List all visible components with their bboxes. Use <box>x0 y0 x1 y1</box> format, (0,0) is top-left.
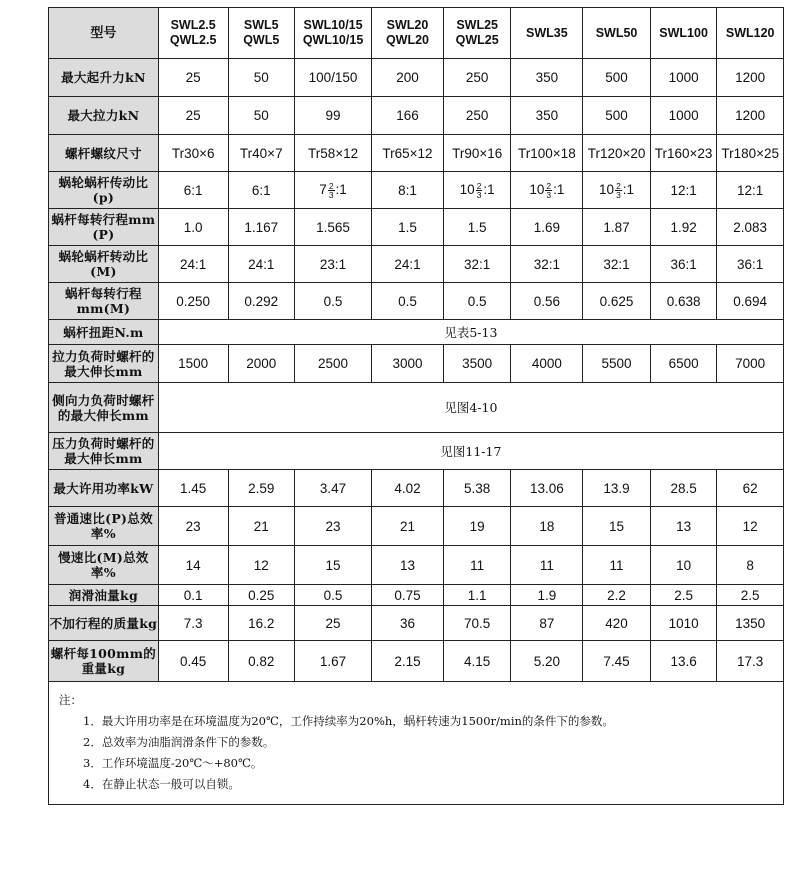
notes-section <box>48 682 784 805</box>
table-cell: 3500 <box>443 345 511 383</box>
table-cell: 1.5 <box>443 209 511 246</box>
table-cell: 99 <box>295 97 372 135</box>
note-item-3: 3．工作环境温度-20℃～+80℃。 <box>83 756 263 770</box>
table-row <box>49 97 784 135</box>
table-cell: 350 <box>511 97 583 135</box>
model-name: QWL25 <box>455 33 499 47</box>
table-cell: 0.5 <box>295 283 372 320</box>
model-name: SWL25 <box>456 18 499 32</box>
table-cell: 13 <box>650 507 717 546</box>
table-cell: 32:1 <box>443 246 511 283</box>
table-cell: 3000 <box>372 345 444 383</box>
table-row <box>49 585 784 606</box>
header-row <box>49 8 784 59</box>
table-cell: Tr30×6 <box>158 135 228 172</box>
table-cell: 2.2 <box>583 585 651 606</box>
table-cell: 15 <box>295 546 372 585</box>
table-cell: 15 <box>583 507 651 546</box>
model-header <box>228 8 295 59</box>
reference-cell: 见图4-10 <box>158 383 783 433</box>
row-label: 最大拉力kN <box>49 97 159 135</box>
table-cell: Tr58×12 <box>295 135 372 172</box>
table-cell: 10 $\frac{2}{3}$ :1 <box>583 172 651 209</box>
table-cell: 50 <box>228 97 295 135</box>
table-cell: Tr160×23 <box>650 135 717 172</box>
model-name: SWL2.5 <box>170 18 216 32</box>
row-label: 慢速比(M)总效率% <box>49 546 159 585</box>
table-cell: 36:1 <box>650 246 717 283</box>
model-header <box>583 8 651 59</box>
table-cell: 7.45 <box>583 641 651 682</box>
table-row <box>49 606 784 641</box>
table-cell: 1500 <box>158 345 228 383</box>
table-cell: 1000 <box>650 59 717 97</box>
table-cell: 2000 <box>228 345 295 383</box>
table-cell: 1.1 <box>443 585 511 606</box>
table-cell: 2.59 <box>228 470 295 507</box>
model-name: SWL5 <box>243 18 279 32</box>
table-cell: 25 <box>295 606 372 641</box>
table-cell: 25 <box>158 97 228 135</box>
table-cell: 8:1 <box>372 172 444 209</box>
reference-cell: 见表5-13 <box>158 320 783 345</box>
model-name: QWL5 <box>243 33 280 47</box>
row-label: 不加行程的质量kg <box>49 606 159 641</box>
table-cell: 50 <box>228 59 295 97</box>
note-item-2: 2．总效率为油脂润滑条件下的参数。 <box>83 735 275 749</box>
table-cell: 0.1 <box>158 585 228 606</box>
table-cell: 420 <box>583 606 651 641</box>
table-cell: 13 <box>372 546 444 585</box>
table-cell: 1.45 <box>158 470 228 507</box>
table-cell: 0.82 <box>228 641 295 682</box>
table-cell: 1350 <box>717 606 784 641</box>
table-cell: 4000 <box>511 345 583 383</box>
table-row <box>49 59 784 97</box>
model-name: SWL50 <box>595 25 638 40</box>
model-header <box>443 8 511 59</box>
table-cell: Tr100×18 <box>511 135 583 172</box>
table-cell: 36 <box>372 606 444 641</box>
table-cell: 0.5 <box>295 585 372 606</box>
table-cell: 28.5 <box>650 470 717 507</box>
model-header <box>717 8 784 59</box>
table-row <box>49 641 784 682</box>
model-header <box>511 8 583 59</box>
table-row <box>49 283 784 320</box>
model-name: SWL10/15 <box>303 18 363 32</box>
table-cell: 0.638 <box>650 283 717 320</box>
table-cell: 0.625 <box>583 283 651 320</box>
table-cell: Tr180×25 <box>717 135 784 172</box>
row-label: 螺杆每100mm的重量kg <box>49 641 159 682</box>
row-label: 蜗轮蜗杆传动比(p) <box>49 172 159 209</box>
notes-heading: 注： <box>59 693 82 707</box>
model-name: SWL35 <box>526 25 568 40</box>
table-cell: 21 <box>228 507 295 546</box>
table-cell: 70.5 <box>443 606 511 641</box>
row-label: 螺杆螺纹尺寸 <box>49 135 159 172</box>
row-label: 蜗轮蜗杆转动比(M) <box>49 246 159 283</box>
table-cell: 6500 <box>650 345 717 383</box>
table-cell: 1.69 <box>511 209 583 246</box>
table-cell: 19 <box>443 507 511 546</box>
table-cell: 1200 <box>717 59 784 97</box>
table-cell: 100/150 <box>295 59 372 97</box>
table-cell: 1.0 <box>158 209 228 246</box>
table-cell: 16.2 <box>228 606 295 641</box>
row-label: 蜗杆每转行程mm(M) <box>49 283 159 320</box>
row-label: 蜗杆扭距N.m <box>49 320 159 345</box>
table-cell: 12:1 <box>717 172 784 209</box>
table-cell: 1010 <box>650 606 717 641</box>
table-cell: 23:1 <box>295 246 372 283</box>
model-name: QWL20 <box>385 33 430 47</box>
model-header <box>650 8 717 59</box>
model-name: QWL2.5 <box>169 33 217 47</box>
table-cell: 12 <box>717 507 784 546</box>
reference-cell: 见图11-17 <box>158 433 783 470</box>
table-cell: 1.167 <box>228 209 295 246</box>
note-item-1: 1．最大许用功率是在环境温度为20℃，工作持续率为20%h，蜗杆转速为1500r/min的条件下的参数。 <box>83 714 614 728</box>
table-cell: 10 <box>650 546 717 585</box>
table-cell: 8 <box>717 546 784 585</box>
table-cell: 0.25 <box>228 585 295 606</box>
model-name: SWL100 <box>659 25 708 40</box>
table-cell: 1.565 <box>295 209 372 246</box>
table-cell: 23 <box>295 507 372 546</box>
table-cell: 500 <box>583 97 651 135</box>
table-row <box>49 209 784 246</box>
table-cell: 0.694 <box>717 283 784 320</box>
table-cell: 1200 <box>717 97 784 135</box>
table-row <box>49 345 784 383</box>
model-name: SWL120 <box>725 25 775 40</box>
table-cell: 12 <box>228 546 295 585</box>
row-label: 最大许用功率kW <box>49 470 159 507</box>
table-cell: 24:1 <box>228 246 295 283</box>
table-cell: 2.15 <box>372 641 444 682</box>
table-cell: 5500 <box>583 345 651 383</box>
note-item-4: 4．在静止状态一般可以自锁。 <box>83 777 240 791</box>
table-cell: 5.38 <box>443 470 511 507</box>
table-cell: 1.92 <box>650 209 717 246</box>
model-header <box>295 8 372 59</box>
table-row <box>49 507 784 546</box>
row-label: 普通速比(P)总效率% <box>49 507 159 546</box>
model-name: QWL10/15 <box>302 33 364 47</box>
model-header <box>158 8 228 59</box>
table-cell: 250 <box>443 59 511 97</box>
row-label: 润滑油量kg <box>49 585 159 606</box>
model-label: 型号 <box>49 8 159 59</box>
model-name: SWL20 <box>386 18 429 32</box>
row-label: 侧向力负荷时螺杆的最大伸长mm <box>49 383 159 433</box>
table-cell: 5.20 <box>511 641 583 682</box>
table-cell: 7000 <box>717 345 784 383</box>
table-cell: 6:1 <box>228 172 295 209</box>
table-cell: 21 <box>372 507 444 546</box>
table-cell: 24:1 <box>372 246 444 283</box>
table-cell: Tr120×20 <box>583 135 651 172</box>
table-cell: 2.5 <box>717 585 784 606</box>
table-row <box>49 383 784 433</box>
table-cell: 13.06 <box>511 470 583 507</box>
table-cell: 62 <box>717 470 784 507</box>
table-cell: 10 $\frac{2}{3}$ :1 <box>511 172 583 209</box>
table-cell: 7.3 <box>158 606 228 641</box>
table-cell: 500 <box>583 59 651 97</box>
table-cell: 10 $\frac{2}{3}$ :1 <box>443 172 511 209</box>
table-cell: 23 <box>158 507 228 546</box>
table-cell: 6:1 <box>158 172 228 209</box>
table-cell: Tr40×7 <box>228 135 295 172</box>
table-cell: 2.083 <box>717 209 784 246</box>
table-cell: 13.9 <box>583 470 651 507</box>
spec-sheet <box>48 7 784 805</box>
table-cell: 14 <box>158 546 228 585</box>
table-cell: 17.3 <box>717 641 784 682</box>
table-cell: 12:1 <box>650 172 717 209</box>
row-label: 压力负荷时螺杆的最大伸长mm <box>49 433 159 470</box>
table-cell: 3.47 <box>295 470 372 507</box>
row-label: 蜗杆每转行程mm (P) <box>49 209 159 246</box>
table-cell: 0.250 <box>158 283 228 320</box>
table-row <box>49 135 784 172</box>
table-cell: 7 $\frac{2}{3}$ :1 <box>295 172 372 209</box>
table-cell: 2.5 <box>650 585 717 606</box>
table-row <box>49 246 784 283</box>
table-cell: 250 <box>443 97 511 135</box>
table-cell: 4.02 <box>372 470 444 507</box>
table-cell: 0.5 <box>372 283 444 320</box>
table-cell: 0.56 <box>511 283 583 320</box>
table-cell: 200 <box>372 59 444 97</box>
table-cell: 18 <box>511 507 583 546</box>
table-cell: 0.75 <box>372 585 444 606</box>
model-header <box>372 8 444 59</box>
table-cell: 1.9 <box>511 585 583 606</box>
table-row <box>49 172 784 209</box>
table-cell: 32:1 <box>583 246 651 283</box>
table-cell: 0.45 <box>158 641 228 682</box>
table-cell: 1.87 <box>583 209 651 246</box>
row-label: 最大起升力kN <box>49 59 159 97</box>
spec-table <box>48 7 784 682</box>
table-cell: 0.292 <box>228 283 295 320</box>
table-cell: 1.67 <box>295 641 372 682</box>
table-row <box>49 433 784 470</box>
table-row <box>49 320 784 345</box>
table-cell: 87 <box>511 606 583 641</box>
table-cell: 24:1 <box>158 246 228 283</box>
table-cell: 1000 <box>650 97 717 135</box>
table-cell: 13.6 <box>650 641 717 682</box>
table-cell: 350 <box>511 59 583 97</box>
table-row <box>49 546 784 585</box>
table-row <box>49 470 784 507</box>
table-cell: 36:1 <box>717 246 784 283</box>
table-cell: 11 <box>583 546 651 585</box>
table-cell: 11 <box>511 546 583 585</box>
table-cell: 166 <box>372 97 444 135</box>
table-cell: Tr90×16 <box>443 135 511 172</box>
table-cell: 2500 <box>295 345 372 383</box>
row-label: 拉力负荷时螺杆的最大伸长mm <box>49 345 159 383</box>
table-cell: 32:1 <box>511 246 583 283</box>
table-cell: 0.5 <box>443 283 511 320</box>
table-cell: Tr65×12 <box>372 135 444 172</box>
table-cell: 25 <box>158 59 228 97</box>
table-cell: 11 <box>443 546 511 585</box>
table-cell: 1.5 <box>372 209 444 246</box>
table-cell: 4.15 <box>443 641 511 682</box>
